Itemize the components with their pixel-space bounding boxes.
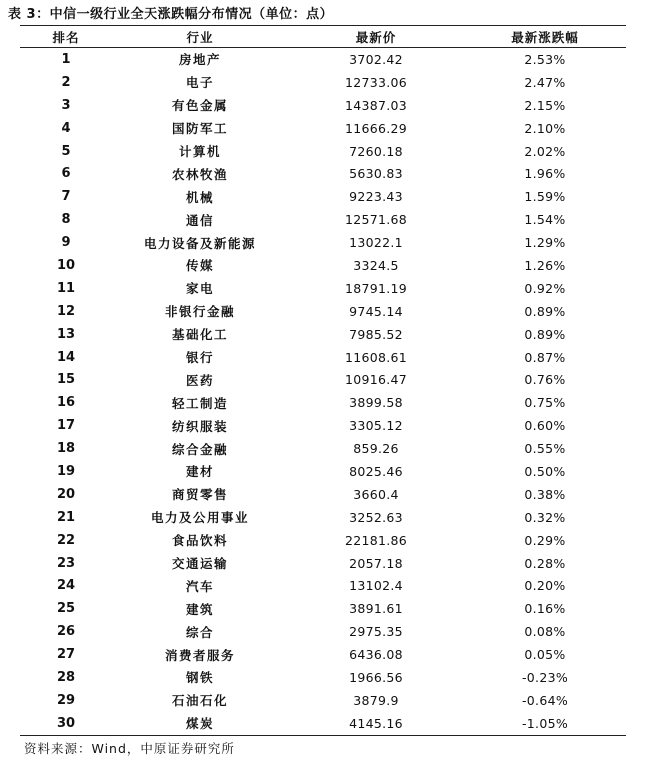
rank-cell: 23: [56, 555, 76, 571]
industry-cell: 交通运输: [171, 556, 228, 572]
change-cell: 0.75%: [524, 395, 566, 411]
rank-cell: 30: [56, 715, 76, 731]
industry-cell: 轻工制造: [171, 395, 228, 411]
industry-cell: 电力设备及新能源: [143, 235, 256, 251]
change-cell: 2.15%: [524, 97, 566, 113]
table-row: [20, 323, 626, 346]
table-row: [20, 391, 626, 414]
rank-cell: 4: [61, 120, 71, 136]
change-cell: 0.89%: [524, 326, 566, 342]
rank-cell: 1: [61, 51, 71, 67]
change-cell: 0.28%: [524, 555, 566, 571]
change-cell: 0.50%: [524, 463, 566, 479]
change-cell: 0.08%: [524, 624, 566, 640]
industry-cell: 钢铁: [185, 670, 214, 686]
change-cell: 0.89%: [524, 303, 566, 319]
table-body: [20, 48, 626, 735]
table-row: [20, 460, 626, 483]
change-cell: 0.55%: [524, 441, 566, 457]
price-cell: 18791.19: [344, 280, 408, 296]
price-cell: 11666.29: [344, 120, 408, 136]
industry-cell: 煤炭: [185, 716, 214, 732]
change-cell: 0.16%: [524, 601, 566, 617]
price-cell: 1966.56: [349, 669, 403, 685]
rank-cell: 15: [56, 372, 76, 388]
header-rank: 排名: [20, 26, 112, 48]
price-cell: 22181.86: [344, 532, 408, 548]
price-cell: 7985.52: [349, 326, 403, 342]
price-cell: 2057.18: [349, 555, 403, 571]
table-row: [20, 620, 626, 643]
table-row: [20, 597, 626, 620]
table-row: [20, 140, 626, 163]
price-cell: 14387.03: [344, 97, 408, 113]
table-row: [20, 185, 626, 208]
industry-table-wrapper: [20, 25, 626, 736]
table-row: [20, 231, 626, 254]
price-cell: 6436.08: [349, 647, 403, 663]
change-cell: 1.96%: [524, 166, 566, 182]
rank-cell: 19: [56, 463, 76, 479]
industry-cell: 国防军工: [171, 121, 228, 137]
table-row: [20, 643, 626, 666]
price-cell: 3891.61: [349, 601, 403, 617]
table-row: [20, 506, 626, 529]
change-cell: 0.76%: [524, 372, 566, 388]
price-cell: 3252.63: [349, 509, 403, 525]
rank-cell: 2: [61, 74, 71, 90]
industry-cell: 通信: [185, 212, 214, 228]
rank-cell: 28: [56, 669, 76, 685]
rank-cell: 29: [56, 692, 76, 708]
change-cell: 2.47%: [524, 74, 566, 90]
change-cell: 1.59%: [524, 189, 566, 205]
industry-cell: 有色金属: [171, 98, 228, 114]
table-row: [20, 117, 626, 140]
rank-cell: 3: [61, 97, 71, 113]
change-cell: 0.29%: [524, 532, 566, 548]
change-cell: 2.53%: [524, 51, 566, 67]
industry-cell: 汽车: [185, 578, 214, 594]
header-industry: 行业: [112, 26, 288, 48]
industry-cell: 综合金融: [171, 441, 228, 457]
rank-cell: 20: [56, 486, 76, 502]
price-cell: 3660.4: [353, 486, 399, 502]
table-header-row: [20, 26, 626, 48]
industry-cell: 食品饮料: [171, 533, 228, 549]
price-cell: 3305.12: [349, 418, 403, 434]
table-row: [20, 483, 626, 506]
table-row: [20, 529, 626, 552]
industry-cell: 机械: [185, 189, 214, 205]
price-cell: 11608.61: [344, 349, 408, 365]
rank-cell: 26: [56, 624, 76, 640]
rank-cell: 12: [56, 303, 76, 319]
change-cell: 0.92%: [524, 280, 566, 296]
rank-cell: 25: [56, 601, 76, 617]
industry-cell: 建筑: [185, 601, 214, 617]
industry-cell: 医药: [185, 372, 214, 388]
table-row: [20, 552, 626, 575]
table-row: [20, 162, 626, 185]
table-row: [20, 208, 626, 231]
price-cell: 4145.16: [349, 715, 403, 731]
industry-cell: 电子: [185, 75, 214, 91]
table-row: [20, 414, 626, 437]
rank-cell: 24: [56, 578, 76, 594]
industry-cell: 纺织服装: [171, 418, 228, 434]
price-cell: 12571.68: [344, 212, 408, 228]
industry-cell: 银行: [185, 350, 214, 366]
industry-cell: 家电: [185, 281, 214, 297]
change-cell: 2.10%: [524, 120, 566, 136]
change-cell: 2.02%: [524, 143, 566, 159]
industry-cell: 建材: [185, 464, 214, 480]
change-cell: -0.23%: [521, 669, 569, 685]
price-cell: 859.26: [353, 441, 399, 457]
price-cell: 3879.9: [353, 692, 399, 708]
table-row: [20, 300, 626, 323]
table-row: [20, 689, 626, 712]
change-cell: -0.64%: [521, 692, 569, 708]
price-cell: 10916.47: [344, 372, 408, 388]
table-row: [20, 277, 626, 300]
price-cell: 9745.14: [349, 303, 403, 319]
rank-cell: 13: [56, 326, 76, 342]
rank-cell: 10: [56, 257, 76, 273]
rank-cell: 16: [56, 395, 76, 411]
table-row: [20, 368, 626, 391]
table-row: [20, 254, 626, 277]
change-cell: 0.05%: [524, 647, 566, 663]
table-caption: 表 3：中信一级行业全天涨跌幅分布情况（单位：点）: [8, 7, 334, 22]
rank-cell: 5: [61, 143, 71, 159]
industry-cell: 基础化工: [171, 327, 228, 343]
table-row: [20, 48, 626, 71]
industry-cell: 综合: [185, 624, 214, 640]
table-row: [20, 346, 626, 369]
industry-cell: 石油石化: [171, 693, 228, 709]
industry-cell: 非银行金融: [164, 304, 235, 320]
rank-cell: 21: [56, 509, 76, 525]
change-cell: 1.54%: [524, 212, 566, 228]
table-row: [20, 437, 626, 460]
price-cell: 3324.5: [353, 257, 399, 273]
rank-cell: 7: [61, 189, 71, 205]
table-row: [20, 574, 626, 597]
change-cell: 0.87%: [524, 349, 566, 365]
table-row: [20, 666, 626, 689]
price-cell: 12733.06: [344, 74, 408, 90]
table-row: [20, 94, 626, 117]
change-cell: 0.60%: [524, 418, 566, 434]
table-row: [20, 71, 626, 94]
price-cell: 5630.83: [349, 166, 403, 182]
price-cell: 3899.58: [349, 395, 403, 411]
change-cell: 0.20%: [524, 578, 566, 594]
industry-cell: 传媒: [185, 258, 214, 274]
price-cell: 2975.35: [349, 624, 403, 640]
price-cell: 3702.42: [349, 51, 403, 67]
industry-cell: 房地产: [178, 52, 221, 68]
price-cell: 7260.18: [349, 143, 403, 159]
rank-cell: 27: [56, 647, 76, 663]
change-cell: -1.05%: [521, 715, 569, 731]
change-cell: 1.26%: [524, 257, 566, 273]
industry-table: [20, 26, 626, 735]
price-cell: 8025.46: [349, 463, 403, 479]
source-note: 资料来源：Wind，中原证券研究所: [24, 741, 235, 756]
rank-cell: 22: [56, 532, 76, 548]
industry-cell: 电力及公用事业: [150, 510, 249, 526]
header-price: 最新价: [288, 26, 464, 48]
rank-cell: 8: [61, 212, 71, 228]
change-cell: 1.29%: [524, 235, 566, 251]
rank-cell: 18: [56, 441, 76, 457]
industry-cell: 农林牧渔: [171, 166, 228, 182]
price-cell: 13022.1: [349, 235, 403, 251]
price-cell: 13102.4: [349, 578, 403, 594]
price-cell: 9223.43: [349, 189, 403, 205]
industry-cell: 计算机: [178, 144, 221, 159]
industry-cell: 消费者服务: [164, 647, 235, 663]
rank-cell: 9: [61, 235, 71, 251]
rank-cell: 11: [56, 280, 76, 296]
rank-cell: 6: [61, 166, 71, 182]
industry-cell: 商贸零售: [171, 487, 228, 503]
change-cell: 0.38%: [524, 486, 566, 502]
rank-cell: 17: [56, 418, 76, 434]
change-cell: 0.32%: [524, 509, 566, 525]
rank-cell: 14: [56, 349, 76, 365]
header-change: 最新涨跌幅: [464, 26, 626, 48]
table-row: [20, 712, 626, 735]
